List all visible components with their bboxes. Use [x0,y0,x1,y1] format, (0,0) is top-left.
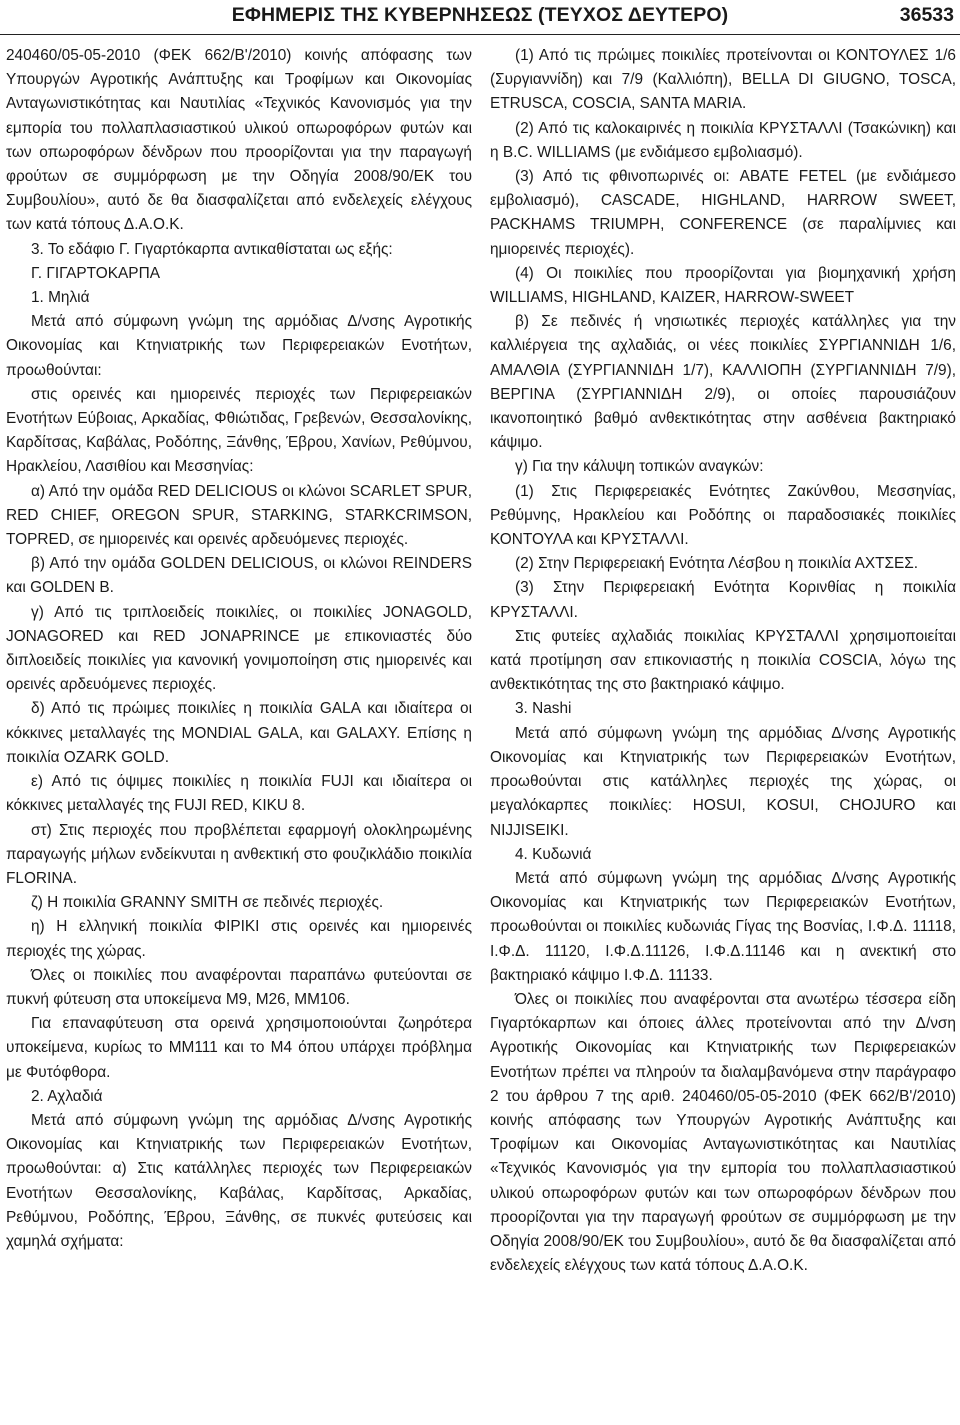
left-column [6,44,472,1422]
paragraph: ε) Από τις όψιμες ποικιλίες η ποικιλία FUJI και ιδιαίτερα οι κόκκινες μεταλλαγές της FUJI RED, KIKU 8. [6,773,472,815]
subsection-heading: 4. Κυδωνιά [515,845,592,863]
paragraph: Μετά από σύμφωνη γνώμη της αρμόδιας Δ/νσης Αγροτικής Οικονομίας και Κτηνιατρικής των Περιφερειακών Ενοτήτων, προωθούνται στις κατάλληλες περιοχές της χώρας, οι μεγαλόκαρπες ποικιλίες: HOSUI, KOSUI, CHOJURO και NIJJISEIKI. [490,724,956,839]
paragraph: γ) Για την κάλυψη τοπικών αναγκών: [515,458,764,476]
paragraph: (1) Από τις πρώιμες ποικιλίες προτείνονται οι ΚΟΝΤΟΥΛΕΣ 1/6 (Συργιαννίδη) και 7/9 (Καλλιόπη), BELLA DI GIUGNO, TOSCA, ETRUSCA, COSCIA, SANTA MARIA. [490,47,956,113]
subsection-heading: 1. Μηλιά [31,289,90,307]
paragraph: 3. Το εδάφιο Γ. Γιγαρτόκαρπα αντικαθίσταται ως εξής: [31,240,393,258]
paragraph: (3) Από τις φθινοπωρινές οι: ABATE FETEL (με ενδιάμεσο εμβολιασμό), CASCADE, HIGHLAND, HARROW SWEET, PACKHAMS TRIUMPH, CONFERENCE (σε παραλίμνιες και ημιορεινές περιοχές). [490,168,956,258]
page-number: 36533 [899,4,954,26]
paragraph: (2) Από τις καλοκαιρινές η ποικιλία ΚΡΥΣΤΑΛΛΙ (Τσακώνικη) και η B.C. WILLIAMS (με ενδιάμεσο εμβολιασμό). [490,119,956,161]
paragraph: Μετά από σύμφωνη γνώμη της αρμόδιας Δ/νσης Αγροτικής Οικονομίας και Κτηνιατρικής των Περιφερειακών Ενοτήτων, προωθούνται οι ποικιλίες κυδωνιάς Γίγας της Βοσνίας, Ι.Φ.Δ. 11118, Ι.Φ.Δ. 11120, Ι.Φ.Δ.11126, Ι.Φ.Δ.11146 και η ανεκτική στο βακτηριακό κάψιμο Ι.Φ.Δ. 11133. [490,869,956,984]
paragraph: Μετά από σύμφωνη γνώμη της αρμόδιας Δ/νσης Αγροτικής Οικονομίας και Κτηνιατρικής των Περιφερειακών Ενοτήτων, προωθούνται: [6,313,472,379]
page-header [0,0,960,35]
paragraph: (2) Στην Περιφερειακή Ενότητα Λέσβου η ποικιλία ΑΧΤΣΕΣ. [515,555,919,573]
right-column [490,44,956,1422]
paragraph: Στις φυτείες αχλαδιάς ποικιλίας ΚΡΥΣΤΑΛΛΙ χρησιμοποιείται κατά προτίμηση σαν επικονιαστής η ποικιλία COSCIA, λόγω της ανθεκτικότητας της στο βακτηριακό κάψιμο. [490,627,956,694]
paragraph: δ) Από τις πρώιμες ποικιλίες η ποικιλία GALA και ιδιαίτερα οι κόκκινες μεταλλαγές της MONDIAL GALA, και GALAXY. Επίσης η ποικιλία OZARK GOLD. [6,700,472,766]
paragraph: α) Από την ομάδα RED DELICIOUS οι κλώνοι SCARLET SPUR, RED CHIEF, OREGON SPUR, STARKING, STARKCRIMSON, TOPRED, σε ημιορεινές και ορεινές αρδευόμενες περιοχές. [6,482,472,549]
paragraph: ζ) Η ποικιλία GRANNY SMITH σε πεδινές περιοχές. [31,894,384,912]
paragraph: Για επαναφύτευση στα ορεινά χρησιμοποιούνται ζωηρότερα υποκείμενα, κυρίως το ΜΜ111 και το Μ4 όπου υπάρχει πρόβλημα με Φυτόφθορα. [6,1015,472,1081]
subsection-heading: 2. Αχλαδιά [31,1087,103,1105]
paragraph: στις ορεινές και ημιορεινές περιοχές των Περιφερειακών Ενοτήτων Εύβοιας, Αρκαδίας, Φθιώτιδας, Γρεβενών, Θεσσαλονίκης, Καρδίτσας, Καβάλας, Ροδόπης, Ξάνθης, Έβρου, Χανίων, Ρεθύμνου, Ηρακλείου, Λασιθίου και Μεσσηνίας: [6,385,472,476]
paragraph: (4) Οι ποικιλίες που προορίζονται για βιομηχανική χρήση WILLIAMS, HIGHLAND, KAIZER, HARROW-SWEET [490,264,956,307]
paragraph: στ) Στις περιοχές που προβλέπεται εφαρμογή ολοκληρωμένης παραγωγής μήλων ενδείκνυται η ανθεκτική στο φουζικλάδιο ποικιλία FLORINA. [6,821,472,887]
paragraph: η) Η ελληνική ποικιλία ΦΙΡΙΚΙ στις ορεινές και ημιορεινές περιοχές της χώρας. [6,918,472,960]
paragraph: Όλες οι ποικιλίες που αναφέρονται παραπάνω φυτεύονται σε πυκνή φύτευση στα υποκείμενα Μ9, Μ26, ΜΜ106. [6,966,472,1008]
paragraph: (1) Στις Περιφερειακές Ενότητες Ζακύνθου, Μεσσηνίας, Ρεθύμνης, Ηρακλείου και Ροδόπης οι παραδοσιακές ποικιλίες ΚΟΝΤΟΥΛΑ και ΚΡΥΣΤΑΛΛΙ. [490,482,956,549]
paragraph: Όλες οι ποικιλίες που αναφέρονται στα ανωτέρω τέσσερα είδη Γιγαρτόκαρπων και όποιες άλλες προτείνονται από την Δ/νση Αγροτικής Οικονομίας και Κτηνιατρικής των Περιφερειακών Ενοτήτων πρέπει να πληρούν τα διαλαμβανόμενα στην παράγραφο 2 του άρθρου 7 της αριθ. 240460/05-05-2010 (ΦΕΚ 662/Β'/2010) κοινής απόφασης των Υπουργών Αγροτικής Ανάπτυξης και Τροφίμων και Οικονομίας Ανταγωνιστικότητας και Ναυτιλίας «Τεχνικός Κανονισμός για την εμπορία του πολλαπλασιαστικού υλικού οπωροφόρων φυτών και των οπωροφόρων δένδρων που προορίζονται για την παραγωγή φρούτων σε συμμόρφωση με την Οδηγία 2008/90/ΕΚ του Συμβουλίου», αυτό δε θα διασφαλίζεται από ενδελεχείς ελέγχους των κατά τόπους Δ.Α.Ο.Κ. [490,990,956,1275]
paragraph: γ) Από τις τριπλοειδείς ποικιλίες, οι ποικιλίες JONAGOLD, JONAGORED και RED JONAPRINCE με επικονιαστές δύο διπλοειδείς ποικιλίες για κανονική γονιμοποίηση στις ημιορεινές και ορεινές αρδευόμενες περιοχές. [6,603,472,694]
paragraph: Μετά από σύμφωνη γνώμη της αρμόδιας Δ/νσης Αγροτικής Οικονομίας και Κτηνιατρικής των Περιφερειακών Ενοτήτων, προωθούνται: α) Στις κατάλληλες περιοχές των Περιφερειακών Ενοτήτων Θεσσαλονίκης, Καβάλας, Καρδίτσας, Αρκαδίας, Ρεθύμνου, Ροδόπης, Έβρου, Ξάνθης, σε πυκνές φυτεύσεις και χαμηλά σχήματα: [6,1111,472,1250]
gazette-title: ΕΦΗΜΕΡΙΣ ΤΗΣ ΚΥΒΕΡΝΗΣΕΩΣ (ΤΕΥΧΟΣ ΔΕΥΤΕΡΟ) [231,4,729,26]
paragraph: β) Σε πεδινές ή νησιωτικές περιοχές κατάλληλες για την καλλιέργεια της αχλαδιάς, οι νέες ποικιλίες ΣΥΡΓΙΑΝΝΙΔΗ 1/6, ΑΜΑΛΘΙΑ (ΣΥΡΓΙΑΝΝΙΔΗ 1/7), ΚΑΛΛΙΟΠΗ (ΣΥΡΓΙΑΝΝΙΔΗ 7/9), ΒΕΡΓΙΝΑ (ΣΥΡΓΙΑΝΝΙΔΗ 2/9), οι οποίες παρουσιάζουν ικανοποιητικό βαθμό ανθεκτικότητας στην ασθένεια βακτηριακό κάψιμο. [490,313,956,452]
paragraph: 240460/05-05-2010 (ΦΕΚ 662/Β'/2010) κοινής απόφασης των Υπουργών Αγροτικής Ανάπτυξης και Τροφίμων και Οικονομίας Ανταγωνιστικότητας και Ναυτιλίας «Τεχνικός Κανονισμός για την εμπορία του πολλαπλασιαστικού υλικού οπωροφόρων φυτών και των οπωροφόρων δένδρων που προορίζονται για την παραγωγή φρούτων σε συμμόρφωση με την Οδηγία 2008/90/ΕΚ του Συμβουλίου», αυτό δε θα διασφαλίζεται από ενδελεχείς ελέγχους των κατά τόπους Δ.Α.Ο.Κ. [6,47,472,234]
subsection-heading: 3. Nashi [515,700,572,718]
section-heading: Γ. ΓΙΓΑΡΤΟΚΑΡΠΑ [31,264,160,282]
paragraph: (3) Στην Περιφερειακή Ενότητα Κορινθίας η ποικιλία ΚΡΥΣΤΑΛΛΙ. [490,579,956,621]
paragraph: β) Από την ομάδα GOLDEN DELICIOUS, οι κλώνοι REINDERS και GOLDEN B. [6,555,472,597]
